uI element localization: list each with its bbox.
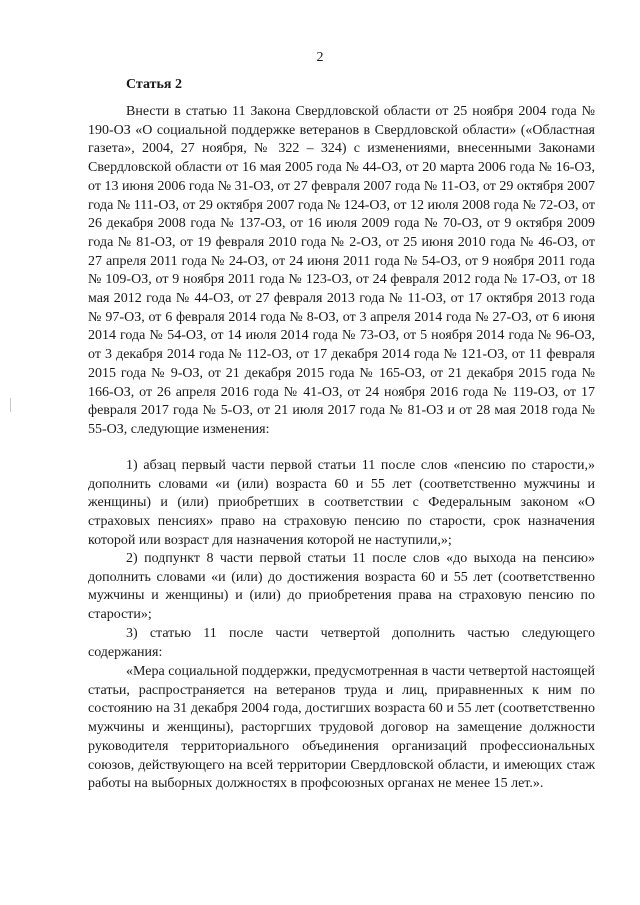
paragraph-item-2: [88, 550, 595, 625]
paragraph-item-3: [88, 625, 595, 662]
article-heading: Статья 2: [126, 77, 182, 92]
paragraph-main: [88, 103, 595, 440]
paragraph-item-1: [88, 457, 595, 551]
scan-margin-mark: [10, 398, 11, 412]
page-number: 2: [316, 50, 324, 65]
paragraph-quote-text: «Мера социальной поддержки, предусмотренная в части четвертой настоящей статьи, распространяется на ветеранов труда и лиц, приравненных к ним по состоянию на 31 декабря 2004 года, достигших возраста 60 и 55 лет (соответственно мужчины и женщины), расторгших трудовой договор на замещение должности руководителя территориального объединения организаций профессиональных союзов, действующего на всей территории Свердловской области, и имеющих стаж работы на выборных должностях в профсоюзных органах не менее 15 лет.».: [88, 664, 595, 792]
paragraph-item-2-text: 2) подпункт 8 части первой статьи 11 после слов «до выхода на пенсию» дополнить словами «и (или) до достижения возраста 60 и 55 лет (соответственно мужчины и женщины) и (или) до приобретения права на страховую пенсию по старости»;: [88, 551, 595, 623]
paragraph-main-text: Внести в статью 11 Закона Свердловской области от 25 ноября 2004 года № 190-ОЗ «О социальной поддержке ветеранов в Свердловской области» («Областная газета», 2004, 27 ноября, № 322 – 324) с изменениями, внесенными Законами Свердловской области от 16 мая 2005 года № 44-ОЗ, от 20 марта 2006 года № 16-ОЗ, от 13 июня 2006 года № 31-ОЗ, от 27 февраля 2007 года № 11-ОЗ, от 29 октября 2007 года № 111-ОЗ, от 29 октября 2007 года № 124-ОЗ, от 12 июля 2008 года № 72-ОЗ, от 26 декабря 2008 года № 137-ОЗ, от 16 июля 2009 года № 70-ОЗ, от 9 октября 2009 года № 81-ОЗ, от 19 февраля 2010 года № 2-ОЗ, от 25 июня 2010 года № 46-ОЗ, от 27 апреля 2011 года № 24-ОЗ, от 24 июня 2011 года № 54-ОЗ, от 9 ноября 2011 года № 109-ОЗ, от 9 ноября 2011 года № 123-ОЗ, от 24 февраля 2012 года № 17-ОЗ, от 18 мая 2012 года № 44-ОЗ, от 27 февраля 2013 года № 11-ОЗ, от 17 октября 2013 года № 97-ОЗ, от 6 февраля 2014 года № 8-ОЗ, от 3 апреля 2014 года № 27-ОЗ, от 6 июня 2014 года № 54-ОЗ, от 14 июля 2014 года № 73-ОЗ, от 5 ноября 2014 года № 96-ОЗ, от 3 декабря 2014 года № 112-ОЗ, от 17 декабря 2014 года № 121-ОЗ, от 11 февраля 2015 года № 9-ОЗ, от 21 декабря 2015 года № 165-ОЗ, от 21 декабря 2015 года № 166-ОЗ, от 26 апреля 2016 года № 41-ОЗ, от 24 ноября 2016 года № 119-ОЗ, от 17 февраля 2017 года № 5-ОЗ, от 21 июля 2017 года № 81-ОЗ и от 28 мая 2018 года № 55-ОЗ, следующие изменения:: [88, 104, 595, 437]
paragraph-item-3-text: 3) статью 11 после части четвертой дополнить частью следующего содержания:: [88, 626, 595, 660]
paragraph-item-1-text: 1) абзац первый части первой статьи 11 после слов «пенсию по старости,» дополнить словами «и (или) возраста 60 и 55 лет (соответственно мужчины и женщины) и (или) приобретших в соответствии с Федеральным законом «О страховых пенсиях» право на страховую пенсию по старости, срок назначения которой или возраст для назначения которой не наступили,»;: [88, 458, 595, 548]
paragraph-quote: [88, 663, 595, 794]
